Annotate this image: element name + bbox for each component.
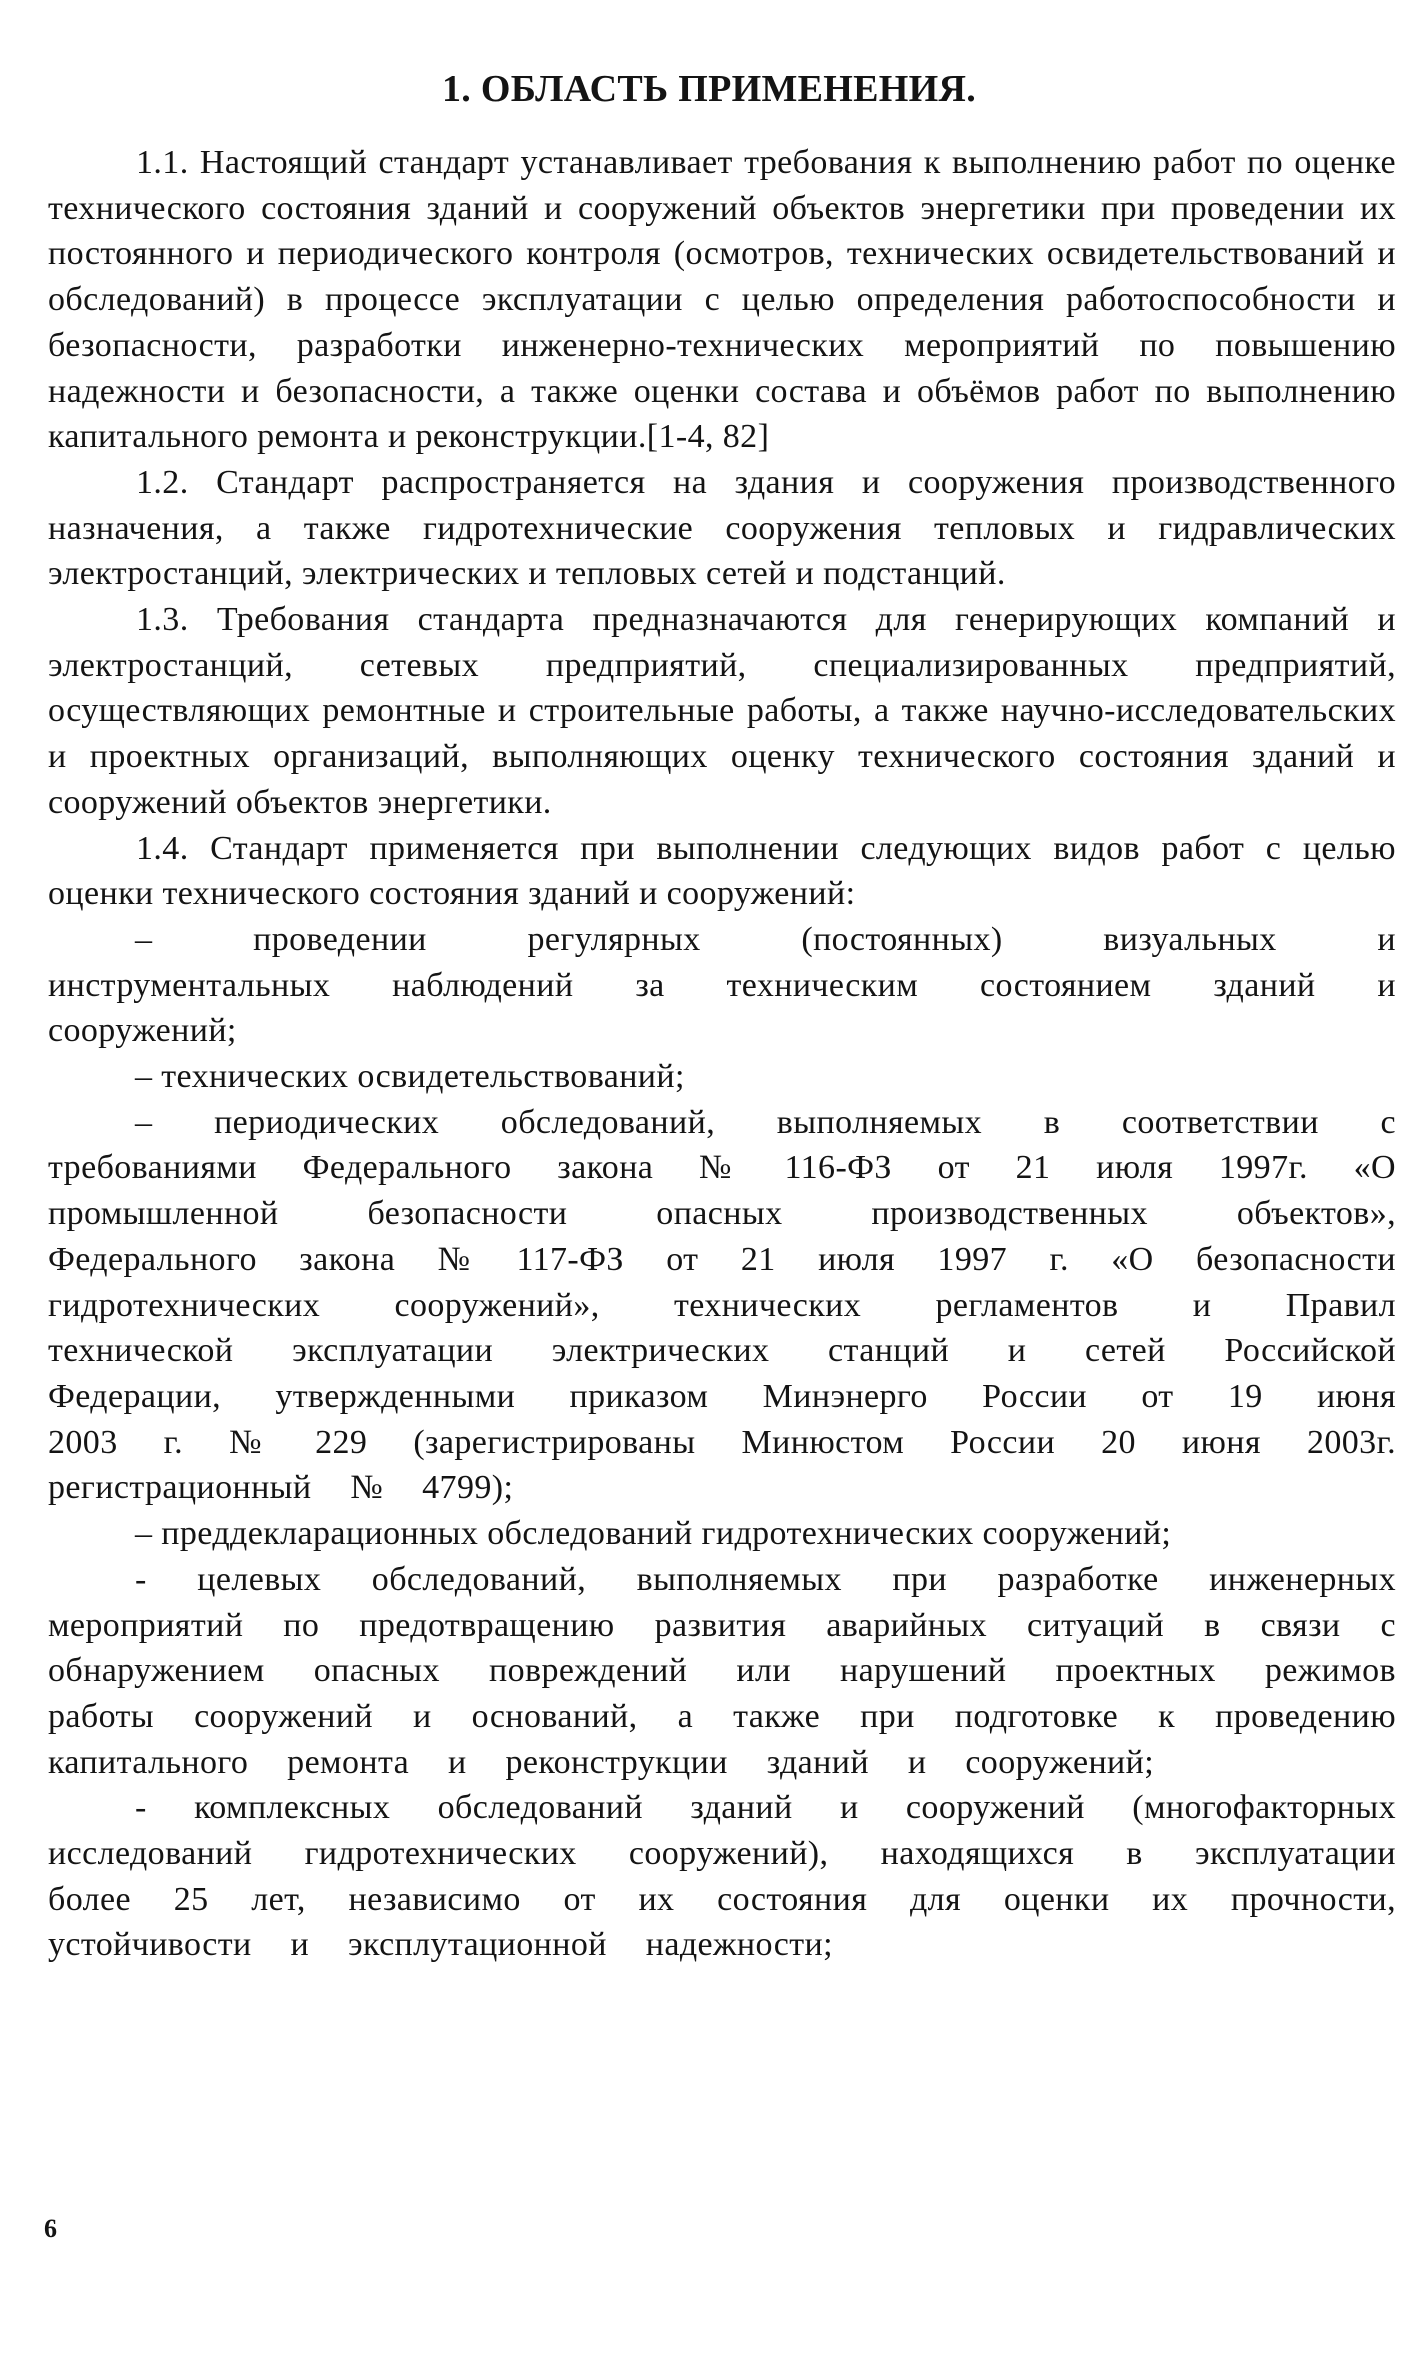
list-item-periodic-surveys: – периодических обследований, выполняемых в соответствии с требованиями Федерального закона № 116-ФЗ от 21 июля 1997г. «О промышленной безопасности опасных производственных объектов», Федерального закона № 117-ФЗ от 21 июля 1997 г. «О безопасности гидротехнических сооружений», технических регламентов и Правил технической эксплуатации электрических станций и сетей Российской Федерации, утвержденными приказом Минэнерго России от 19 июня 2003 г. № 229 (зарегистрированы Минюстом России 20 июня 2003г. регистрационный № 4799); — [48, 1103, 1396, 1507]
paragraph-1-4: 1.4. Стандарт применяется при выполнении следующих видов работ с целью оценки технического состояния зданий и сооружений: — [48, 829, 1396, 913]
list-item-regular-observations: – проведении регулярных (постоянных) визуальных и инструментальных наблюдений за техническим состоянием зданий и сооружений; — [48, 920, 1396, 1050]
section-body — [48, 140, 1396, 1968]
paragraph-1-3: 1.3. Требования стандарта предназначаются для генерирующих компаний и электростанций, сетевых предприятий, специализированных предприятий, осуществляющих ремонтные и строительные работы, а также научно-исследовательских и проектных организаций, выполняющих оценку технического состояния зданий и сооружений объектов энергетики. — [48, 601, 1396, 821]
paragraph-1-2: 1.2. Стандарт распространяется на здания и сооружения производственного назначения, а также гидротехнические сооружения тепловых и гидравлических электростанций, электрических и тепловых сетей и подстанций. — [48, 463, 1396, 593]
list-item-predeclaration-surveys: – преддекларационных обследований гидротехнических сооружений; — [135, 1515, 1172, 1553]
paragraph-1-1: 1.1. Настоящий стандарт устанавливает требования к выполнению работ по оценке технического состояния зданий и сооружений объектов энергетики при проведении их постоянного и периодического контроля (осмотров, технических освидетельствований и обследований) в процессе эксплуатации с целью определения работоспособности и безопасности, разработки инженерно-технических мероприятий по повышению надежности и безопасности, а также оценки состава и объёмов работ по выполнению капитального ремонта и реконструкции.[1-4, 82] — [48, 144, 1396, 456]
list-item-technical-inspections: – технических освидетельствований; — [135, 1058, 685, 1096]
list-item-complex-surveys: - комплексных обследований зданий и сооружений (многофакторных исследований гидротехнических сооружений), находящихся в эксплуатации более 25 лет, независимо от их состояния для оценки их прочности, устойчивости и эксплутационной надежности; — [48, 1789, 1396, 1964]
page-number: 6 — [44, 2214, 57, 2243]
section-heading: 1. ОБЛАСТЬ ПРИМЕНЕНИЯ. — [441, 68, 977, 110]
list-item-targeted-surveys: - целевых обследований, выполняемых при разработке инженерных мероприятий по предотвращению развития аварийных ситуаций в связи с обнаружением опасных повреждений или нарушений проектных режимов работы сооружений и оснований, а также при подготовке к проведению капитального ремонта и реконструкции зданий и сооружений; — [48, 1560, 1396, 1781]
